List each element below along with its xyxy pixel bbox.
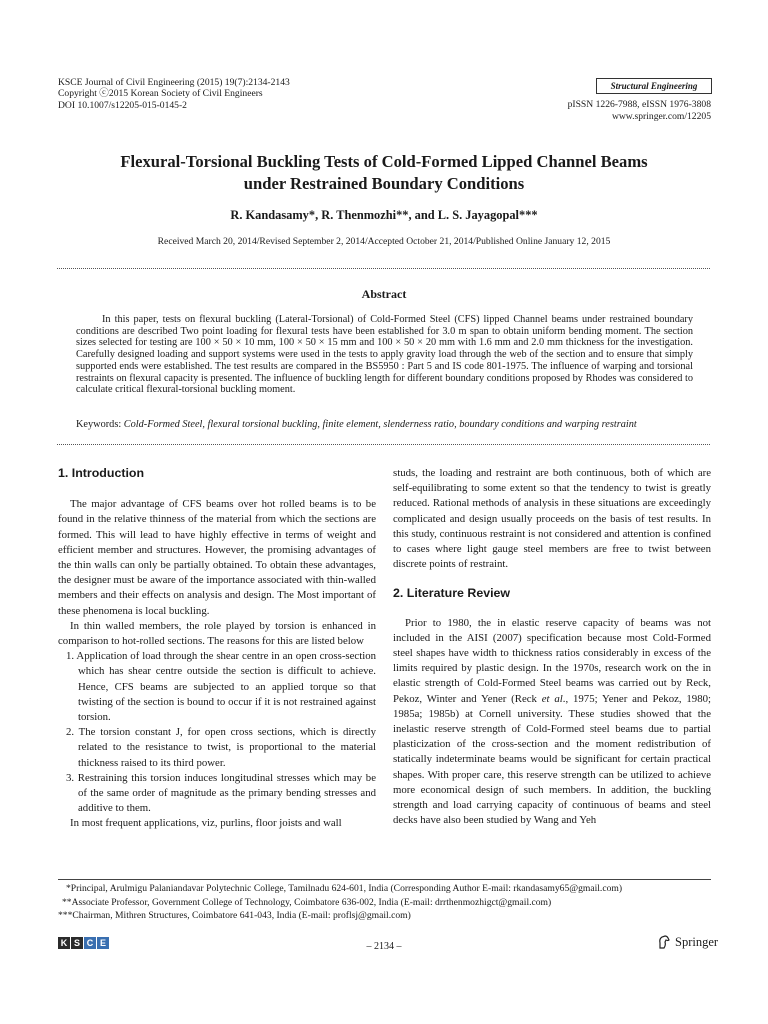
category-box: Structural Engineering <box>596 78 712 94</box>
abstract-heading: Abstract <box>361 287 407 301</box>
continued-paragraph: studs, the loading and restraint are both continuous, both of which are self-equilibrating to some extent so that the tendency to twist is greatly reduced. Rational methods of analysis in these situations are exceedingly complicated and design usually proceeds on the basis of test results. In this study, continuous restraint is not considered and attention is confined to cases where light gauge steel members are free to twist between discrete points of restraint. <box>393 467 711 571</box>
section-heading-literature-review: 2. Literature Review <box>393 586 511 601</box>
journal-header <box>58 77 290 111</box>
ksce-logo <box>58 937 110 949</box>
paper-title <box>60 151 708 194</box>
intro-paragraph-3: In most frequent applications, viz, purlins, floor joists and wall <box>70 817 342 830</box>
section-heading-introduction: 1. Introduction <box>58 466 145 480</box>
dotted-divider-top <box>57 268 710 269</box>
journal-url[interactable]: www.springer.com/12205 <box>611 111 711 123</box>
list-item: 3. Restraining this torsion induces longitudinal stresses which may be of the same order of magnitude as the primary bending stresses and additive to them. <box>66 771 376 815</box>
author-list: R. Kandasamy*, R. Thenmozhi**, and L. S. Jayagopal*** <box>230 208 538 222</box>
right-column <box>393 466 711 828</box>
list-item: 1. Application of load through the shear centre in an open cross-section which has shear centre outside the section is difficult to achieve. Hence, CFS beams are subjected to an applied torque so that twisting of the section is bound to occur if it is not restrained against torsion. <box>66 650 376 724</box>
footnote-2: **Associate Professor, Government College of Technology, Coimbatore 636-002, India (E-mail: drrthenmozhigct@gmail.com) <box>62 896 552 908</box>
title-line-1: Flexural-Torsional Buckling Tests of Cold-Formed Lipped Channel Beams <box>120 152 648 171</box>
publisher-name: Springer <box>675 934 719 949</box>
keywords-line <box>76 419 693 431</box>
footnote-3: ***Chairman, Mithren Structures, Coimbatore 641-043, India (E-mail: proflsj@gmail.com) <box>58 910 411 922</box>
title-line-2: under Restrained Boundary Conditions <box>243 173 525 193</box>
literature-etal: et al <box>541 692 563 705</box>
literature-text-b: ., 1975; Yener and Pekoz, 1980; 1985a; 1985b) at Cornell university. These studies showed that the inelastic reserve strength of Cold-Formed steel beams due to partial plasticization of the cross-section and the moment redistribution of statically indeterminate beams would be significant for certain practical shapes. With proper care, this reserve strength can be utilized to achieve more economical design of such members. In addition, the buckling strength and load carrying capacity of continuous of beams and steel decks have also been studied by Wang and Yeh <box>393 692 711 827</box>
copyright-line: Copyright ⓒ2015 Korean Society of Civil Engineers <box>58 88 263 100</box>
page-number: – 2134 – <box>366 941 402 952</box>
journal-citation: KSCE Journal of Civil Engineering (2015) 19(7):2134-2143 <box>58 77 290 88</box>
literature-text-a: Prior to 1980, the in elastic reserve capacity of beams was not included in the AISI (2007) specification because most Cold-Formed steel shapes have width to thickness ratios considerably in excess of the limits required by plastic design. In the 1970s, research work on the in elastic strength of Cold-Formed Steel beams was carried out by Reck, Pekoz, Winter and Yener (Reck <box>393 616 711 705</box>
logo-letter: E <box>97 937 109 949</box>
literature-paragraph <box>393 616 711 829</box>
issn-line: pISSN 1226-7988, eISSN 1976-3808 <box>567 99 711 110</box>
logo-letter: C <box>84 937 96 949</box>
list-item: 2. The torsion constant J, for open cross sections, which is directly related to the resistance to twist, is proportional to the material thickness raised to its third power. <box>66 726 376 769</box>
abstract-text: In this paper, tests on flexural buckling (Lateral-Torsional) of Cold-Formed Steel (CFS) lipped Channel beams under restrained boundary conditions are described Two point loading for flexural tests have been established for 3.0 m span to obtain uniform bending moment. The section sizes selected for testing are 100 × 50 × 10 mm, 100 × 50 × 15 mm and 100 × 50 × 20 mm with 1.6 mm and 2.0 mm thickness for the investigation. Carefully designed loading and support systems were used in the tests to apply gravity load through the web of the section and to ensure that simply supported ends were established. The test results are compared in the BS5950 : Part 5 and IS code 801-1975. The influence of warping and torsional restraints on flexural capacity is presented. The influence of buckling length for different boundary conditions proposed by Rhodes was considered to calculate critical flexural-torsional buckling moment. <box>76 314 693 396</box>
springer-horse-icon <box>656 934 672 950</box>
doi-line[interactable]: DOI 10.1007/s12205-015-0145-2 <box>58 99 187 111</box>
keywords-label: Keywords: <box>76 419 124 430</box>
springer-logo <box>656 934 718 950</box>
dotted-divider-bottom <box>57 444 710 445</box>
received-dates: Received March 20, 2014/Revised September 2, 2014/Accepted October 21, 2014/Published Online January 12, 2015 <box>157 236 611 247</box>
logo-letter: K <box>58 937 70 949</box>
intro-paragraph-1: The major advantage of CFS beams over hot rolled beams is to be found in the relative thinness of the material from which the sections are formed. This will lead to have highly effective in terms of weight and efficient member and structures. However, the promising advantages of the thin walls can only be partially obtained. To obtain these advantages, the designer must be aware of the importance associated with thin-walled members and their effects on analysis and design. The Most important of these phenomena is local buckling. <box>58 498 376 617</box>
keywords-list: Cold-Formed Steel, flexural torsional buckling, finite element, slenderness ratio, boundary conditions and warping restraint <box>123 419 637 430</box>
footnote-rule <box>58 879 711 880</box>
footnotes <box>58 882 622 923</box>
reasons-list <box>58 649 376 816</box>
issn-block <box>568 99 711 123</box>
logo-letter: S <box>71 937 83 949</box>
footnote-1: *Principal, Arulmigu Palaniandavar Polytechnic College, Tamilnadu 624-601, India (Corresponding Author E-mail: rkandasamy65@gmail.com) <box>66 883 623 894</box>
intro-paragraph-2: In thin walled members, the role played by torsion is enhanced in comparison to hot-rolled sections. The reasons for this are listed below <box>58 619 376 648</box>
left-column <box>58 466 376 832</box>
